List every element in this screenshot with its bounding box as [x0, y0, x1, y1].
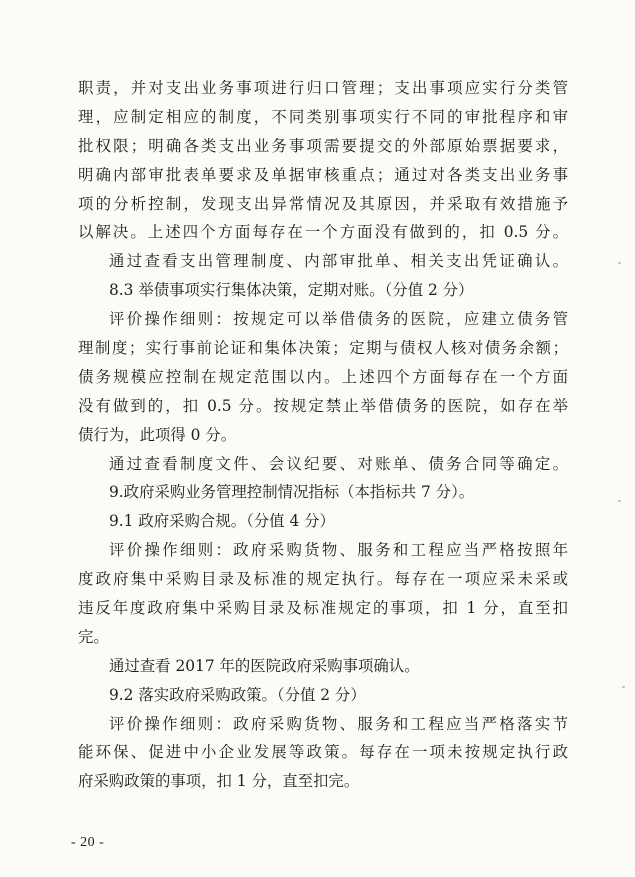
- text-line: 明确内部审批表单要求及单据审核重点；通过对各类支出业务事: [78, 165, 568, 184]
- scan-speck: [618, 262, 621, 264]
- text-line: 债务规模应控制在规定范围以内。上述四个方面每存在一个方面: [78, 367, 568, 386]
- text-line: 完。: [78, 627, 109, 646]
- section-heading: 9.2 落实政府采购政策。（分值 2 分）: [109, 685, 366, 704]
- text-line: 没有做到的，扣 0.5 分。按规定禁止举借债务的医院，如存在举: [78, 396, 568, 415]
- text-line: 通过查看制度文件、会议纪要、对账单、债务合同等确定。: [109, 454, 568, 473]
- text-line: 理制度；实行事前论证和集体决策；定期与债权人核对债务余额；: [78, 339, 568, 358]
- text-line: 评价操作细则：政府采购货物、服务和工程应当严格按照年: [109, 541, 568, 560]
- text-line: 通过查看 2017 年的医院政府采购事项确认。: [109, 656, 420, 675]
- text-line: 府采购政策的事项，扣 1 分，直至扣完。: [78, 772, 360, 791]
- text-line: 能环保、促进中小企业发展等政策。每存在一项未按规定执行政: [78, 743, 568, 762]
- text-line: 项的分析控制，发现支出异常情况及其原因，并采取有效措施予: [78, 194, 568, 213]
- text-line: 评价操作细则：按规定可以举借债务的医院，应建立债务管: [109, 310, 568, 329]
- text-line: 债行为，此项得 0 分。: [78, 425, 237, 444]
- text-line: 以解决。上述四个方面每存在一个方面没有做到的，扣 0.5 分。: [78, 223, 568, 242]
- section-heading: 9.政府采购业务管理控制情况指标（本指标共 7 分）。: [109, 483, 475, 502]
- text-line: 度政府集中采购目录及标准的规定执行。每存在一项应采未采或: [78, 570, 568, 589]
- text-line: 职责，并对支出业务事项进行归口管理；支出事项应实行分类管: [78, 79, 568, 97]
- body-text: [78, 74, 568, 796]
- text-line: 理，应制定相应的制度，不同类别事项实行不同的审批程序和审: [78, 107, 568, 126]
- text-line: 违反年度政府集中采购目录及标准规定的事项，扣 1 分，直至扣: [78, 599, 568, 618]
- text-line: 通过查看支出管理制度、内部审批单、相关支出凭证确认。: [109, 252, 568, 271]
- scan-speck: [622, 686, 625, 688]
- text-line: 评价操作细则：政府采购货物、服务和工程应当严格落实节: [109, 714, 568, 733]
- section-heading: 8.3 举债事项实行集体决策，定期对账。（分值 2 分）: [109, 281, 474, 300]
- scan-speck: [618, 500, 621, 502]
- section-heading: 9.1 政府采购合规。（分值 4 分）: [109, 512, 335, 531]
- page-number: - 20 -: [71, 835, 105, 850]
- text-line: 批权限；明确各类支出业务事项需要提交的外部原始票据要求，: [78, 136, 568, 155]
